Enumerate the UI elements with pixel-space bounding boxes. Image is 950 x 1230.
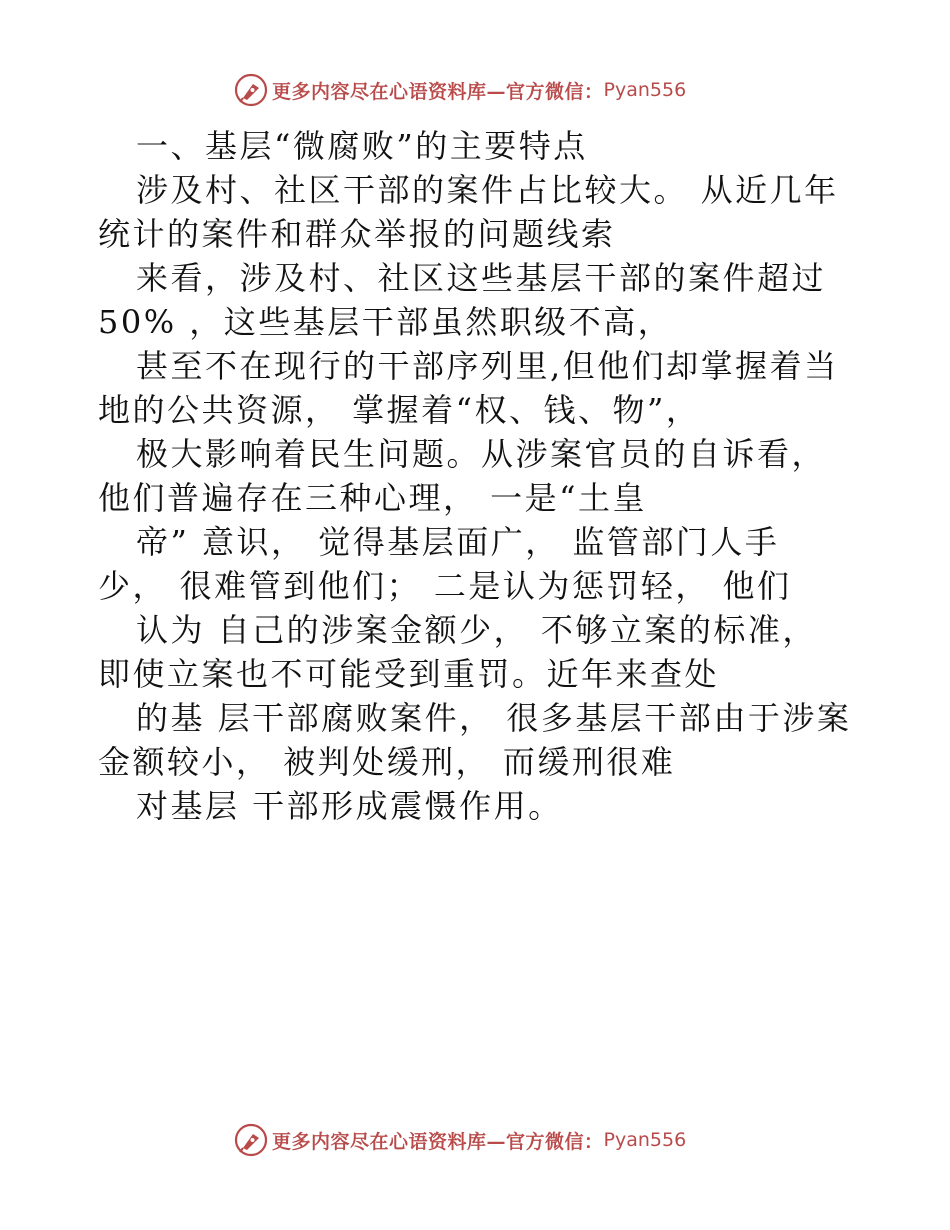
text-line: 帝” 意识， 觉得基层面广， 监管部门人手 xyxy=(136,523,780,561)
text-line: 金额较小， 被判处缓刑， 而缓刑很难 xyxy=(98,743,676,781)
document-body xyxy=(98,124,888,828)
text-line: 极大影响着民生问题。从涉案官员的自诉看， xyxy=(136,435,827,473)
text-line: 甚至不在现行的干部序列里,但他们却掌握着当 xyxy=(136,347,839,385)
footer-banner xyxy=(234,1122,686,1158)
text-line: 一、基层“微腐败”的主要特点 xyxy=(136,127,588,165)
text-line: 认为 自己的涉案金额少， 不够立案的标准， xyxy=(136,611,817,649)
pen-nib-logo-icon xyxy=(234,1123,268,1157)
wechat-id: Pyan556 xyxy=(603,1129,687,1151)
text-line: 涉及村、社区干部的案件占比较大。 从近几年 xyxy=(136,171,839,209)
text-line: 对基层 干部形成震慑作用。 xyxy=(136,787,563,825)
text-line: 的基 层干部腐败案件， 很多基层干部由于涉案 xyxy=(136,699,852,737)
text-line: 统计的案件和群众举报的问题线索 xyxy=(98,215,616,253)
text-line: 他们普遍存在三种心理， 一是“土皇 xyxy=(98,479,648,517)
wechat-id: Pyan556 xyxy=(603,79,687,101)
text-line: 50% ，这些基层干部虽然职级不高， xyxy=(98,303,673,341)
header-banner xyxy=(234,72,686,108)
pen-nib-logo-icon xyxy=(234,73,268,107)
text-line: 来看，涉及村、社区这些基层干部的案件超过 xyxy=(136,259,827,297)
banner-text: 更多内容尽在心语资料库—官方微信： xyxy=(272,80,604,103)
text-line: 地的公共资源， 掌握着“权、钱、物”， xyxy=(98,391,701,429)
text-line: 即使立案也不可能受到重罚。近年来查处 xyxy=(98,655,720,693)
text-line: 少， 很难管到他们； 二是认为惩罚轻， 他们 xyxy=(98,567,792,605)
banner-text: 更多内容尽在心语资料库—官方微信： xyxy=(272,1130,604,1153)
